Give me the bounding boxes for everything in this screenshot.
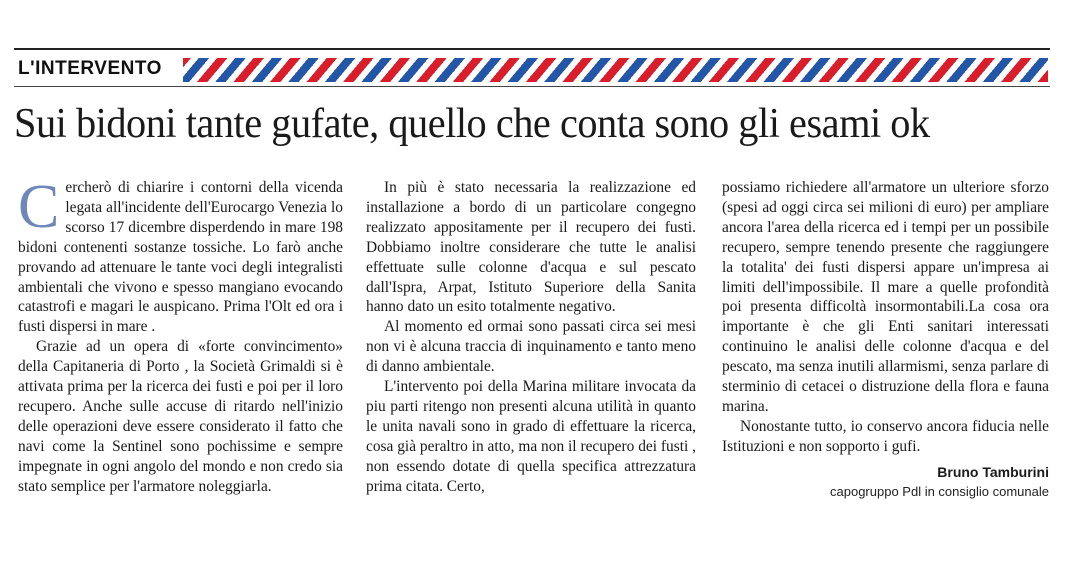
paragraph-5: L'intervento poi della Marina militare invocata da piu parti ritengo non presenti alcuna utilità in quanto le unita navali sono in grado di effettuare la ricerca, cosa già peraltro in atto, ma non il recupero dei fusti , non essendo dotate di quella specifica attrezzatura prima citata. Certo,: [366, 378, 696, 495]
author-role: capogruppo Pdl in consiglio comunale: [830, 483, 1049, 499]
section-stripes: [183, 58, 1048, 82]
top-rule: [14, 48, 1050, 50]
headline: Sui bidoni tante gufate, quello che conta sono gli esami ok: [14, 101, 930, 147]
author-name: Bruno Tamburini: [937, 463, 1049, 480]
paragraph-7: Nonostante tutto, io conservo ancora fiducia nelle Istituzioni e non sopporto i gufi.: [722, 417, 1049, 455]
section-kicker: L'INTERVENTO: [18, 58, 162, 79]
paragraph-6: possiamo richiedere all'armatore un ulteriore sforzo (spesi ad oggi circa sei milioni di euro) per ampliare ancora l'area della ricerca ed i tempi per un possibile recupero, sempre tenendo presente che raggiungere la totalita' dei fusti dispersi appare un'impresa ai limiti dell'impossibile. Il mare a quelle profondità poi presenta difficoltà insormontabili.La cosa ora importante è che gli Enti sanitari interessati continuino le analisi delle colonne d'acqua e del pescato, ma senza inutili allarmismi, senza parlare di sterminio di cetacei o distruzione della flora e fauna marina.: [722, 179, 1049, 415]
paragraph-3: In più è stato necessaria la realizzazione ed installazione a bordo di un particolare congegno realizzato appositamente per il recupero dei fusti. Dobbiamo inoltre considerare che tutte le analisi effettuate sulle colonne d'acqua e sul pescato dall'Ispra, Arpat, Istituto Superiore della Sanita hanno dato un esito totalmente negativo.: [366, 179, 696, 316]
paragraph-1: ercherò di chiarire i contorni della vicenda legata all'incidente dell'Eurocargo Venezia lo scorso 17 dicembre disperdendo in mare 198 bidoni contenenti sostanze tossiche. Lo farò anche provando ad attenuare le tante voci degli integralisti ambientali che vivono e spesso mangiano evocando catastrofi e magari le auspicano. Prima l'Olt ed ora i fusti dispersi in mare .: [18, 179, 343, 336]
paragraph-2: Grazie ad un opera di «forte convincimento» della Capitaneria di Porto , la Società Grimaldi si è attivata prima per la ricerca dei fusti e poi per il loro recupero. Anche sulle accuse di ritardo nell'inizio delle operazioni deve essere considerato il fatto che navi come la Sentinel sono pochissime e sempre impegnate in ogni angolo del mondo e non credo sia stato semplice per l'armatore noleggiarla.: [18, 338, 343, 495]
drop-cap: C: [18, 173, 60, 241]
article-column-2: [366, 178, 696, 497]
article-column-1: [18, 173, 343, 497]
kicker-rule: [14, 86, 1050, 87]
article-column-3: [722, 178, 1049, 500]
paragraph-4: Al momento ed ormai sono passati circa sei mesi non vi è alcuna traccia di inquinamento e tanto meno di danno ambientale.: [366, 318, 696, 376]
